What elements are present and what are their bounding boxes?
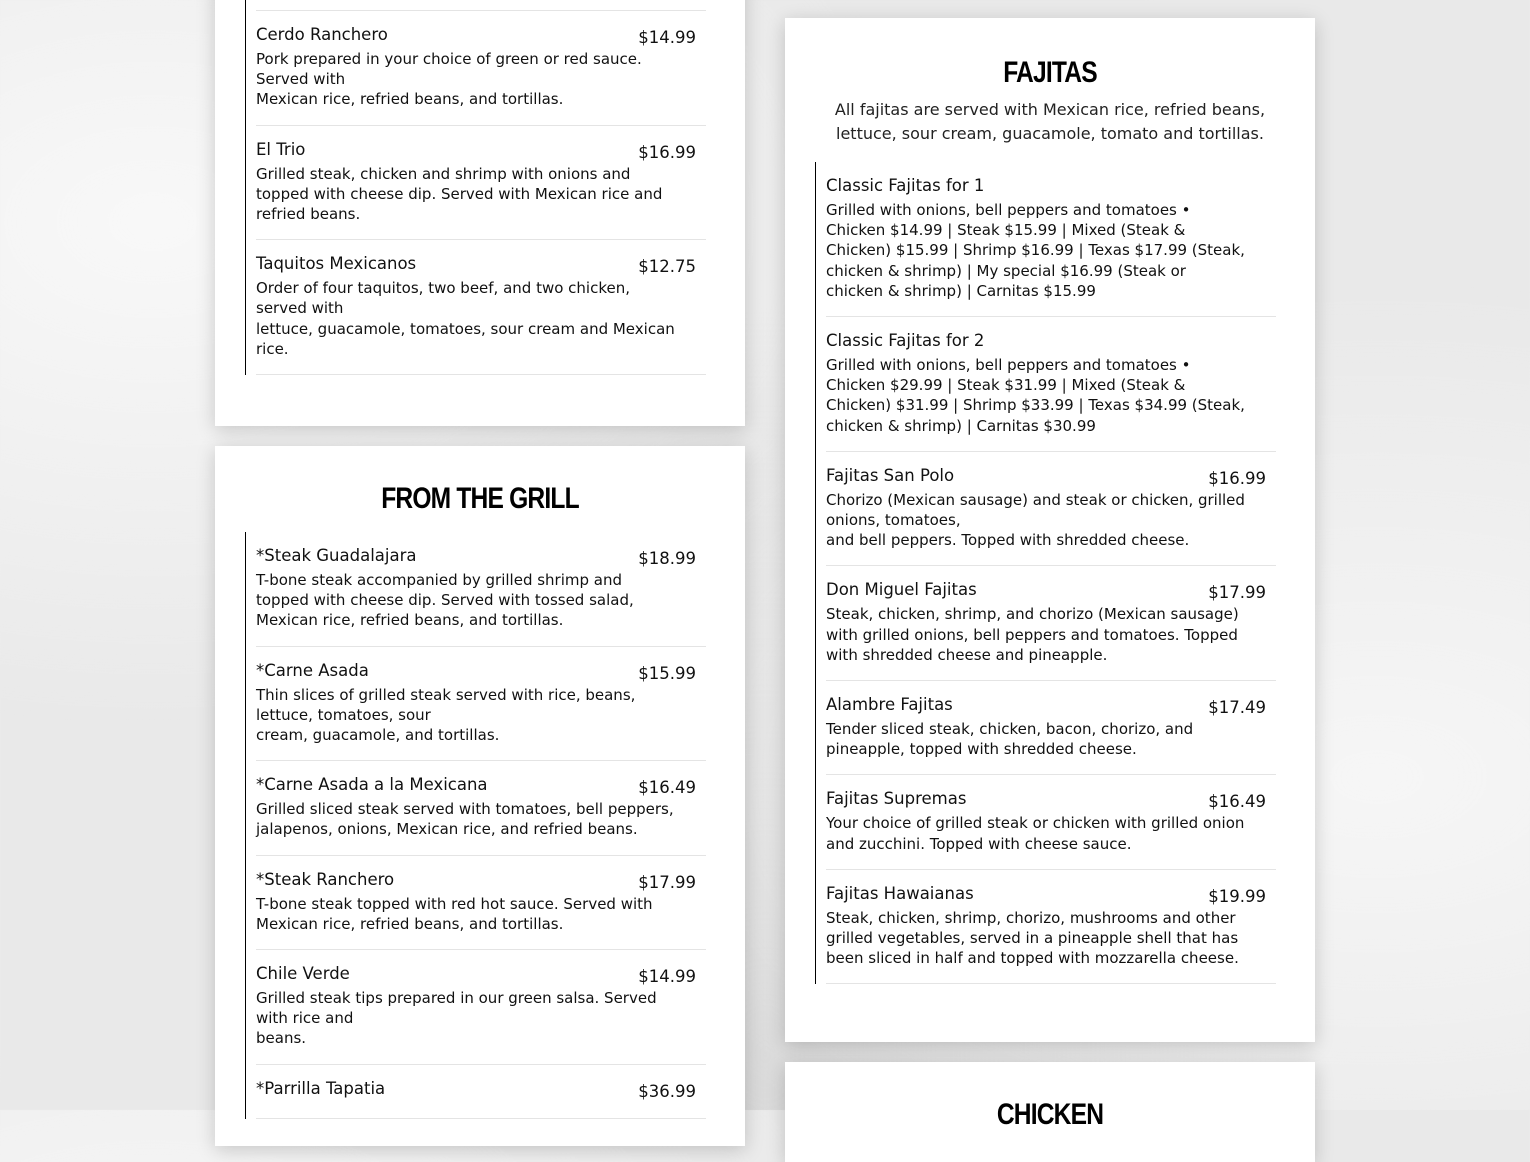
menu-card-grill [215, 446, 745, 1146]
menu-item [256, 856, 706, 950]
item-price: $15.99 [638, 663, 696, 683]
item-description: Chorizo (Mexican sausage) and steak or chicken, grilled onions, tomatoes, and bell peppers. Topped with shredded cheese. [826, 490, 1245, 550]
item-description: Grilled with onions, bell peppers and tomatoes • Chicken $29.99 | Steak $31.99 | Mixed (Steak & Chicken) $31.99 | Shrimp $33.99 | Texas $34.99 (Steak, chicken & shrimp) | Carnitas $30.99 [826, 356, 1245, 435]
section-title: CHICKEN [996, 1098, 1104, 1131]
menu-item [826, 317, 1276, 452]
item-price: $16.99 [638, 142, 696, 162]
menu-item-list [815, 162, 1276, 984]
item-name: Classic Fajitas for 1 [826, 176, 985, 195]
menu-item [826, 566, 1276, 681]
item-name: *Carne Asada [256, 660, 369, 680]
item-name: *Steak Guadalajara [256, 546, 417, 565]
section-title: FAJITAS [1003, 56, 1097, 89]
item-name: Don Miguel Fajitas [826, 580, 977, 600]
item-price: $14.99 [638, 28, 696, 47]
menu-item [256, 1065, 706, 1119]
item-description: T-bone steak accompanied by grilled shrimp and topped with cheese dip. Served with tossed salad, Mexican rice, refried beans, and tortillas. [256, 571, 634, 630]
item-price: $18.99 [638, 549, 696, 568]
item-name: El Trio [256, 139, 306, 159]
item-price: $16.49 [1208, 792, 1266, 812]
menu-item [256, 126, 706, 241]
item-name: Alambre Fajitas [826, 695, 953, 715]
item-price: $14.99 [638, 967, 696, 987]
menu-item [826, 681, 1276, 775]
item-description: Grilled sliced steak served with tomatoes, bell peppers, jalapenos, onions, Mexican rice, and refried beans. [256, 800, 674, 839]
item-name: Cerdo Ranchero [256, 25, 388, 44]
menu-item [256, 240, 706, 375]
item-name: Fajitas Supremas [826, 789, 967, 809]
item-price: $17.99 [638, 872, 696, 892]
item-description: Order of four taquitos, two beef, and two chicken, served with lettuce, guacamole, tomatoes, sour cream and Mexican rice. [256, 279, 675, 358]
menu-item [826, 162, 1276, 317]
item-name: Classic Fajitas for 2 [826, 331, 985, 351]
item-name: *Parrilla Tapatia [256, 1078, 386, 1098]
menu-item [256, 761, 706, 855]
item-name: Taquitos Mexicanos [256, 254, 417, 274]
menu-item-list [245, 0, 706, 375]
item-price: $19.99 [1208, 886, 1266, 906]
item-name: *Steak Ranchero [256, 869, 395, 889]
item-price: $36.99 [638, 1081, 696, 1101]
item-description: Grilled steak tips prepared in our green salsa. Served with rice and beans. [256, 989, 657, 1048]
section-title: FROM THE GRILL [381, 482, 579, 515]
menu-item [256, 532, 706, 647]
item-name: Chile Verde [256, 964, 350, 984]
item-price: $17.99 [1208, 583, 1266, 603]
item-description: T-bone steak topped with red hot sauce. Served with Mexican rice, refried beans, and tortillas. [256, 894, 653, 933]
menu-card-fajitas [785, 18, 1315, 1042]
menu-item [256, 950, 706, 1065]
menu-item [826, 870, 1276, 985]
item-name: Fajitas Hawaianas [826, 883, 974, 903]
menu-item [826, 775, 1276, 869]
menu-item [256, 11, 706, 126]
item-price: $17.49 [1208, 698, 1266, 718]
item-price: $16.49 [638, 778, 696, 798]
list-divider [256, 0, 706, 11]
item-description: Steak, chicken, shrimp, and chorizo (Mexican sausage) with grilled onions, bell peppers and tomatoes. Topped with shredded cheese and pineapple. [826, 605, 1239, 664]
section-description: All fajitas are served with Mexican rice, refried beans, lettuce, sour cream, guacamole, tomato and tortillas. [834, 100, 1266, 143]
item-description: Steak, chicken, shrimp, chorizo, mushrooms and other grilled vegetables, served in a pineapple shell that has been sliced in half and topped with mozzarella cheese. [826, 908, 1239, 968]
menu-item [256, 647, 706, 762]
item-description: Your choice of grilled steak or chicken with grilled onion and zucchini. Topped with cheese sauce. [826, 814, 1245, 853]
item-description: Grilled with onions, bell peppers and tomatoes • Chicken $14.99 | Steak $15.99 | Mixed (Steak & Chicken) $15.99 | Shrimp $16.99 | Texas $17.99 (Steak, chicken & shrimp) | My special $16.99 (Steak or chicken & shrimp) | Carnitas $15.99 [826, 201, 1245, 300]
item-description: Grilled steak, chicken and shrimp with onions and topped with cheese dip. Served with Mexican rice and refried beans. [256, 164, 663, 224]
item-price: $16.99 [1208, 468, 1266, 488]
item-description: Pork prepared in your choice of green or red sauce. Served with Mexican rice, refried beans, and tortillas. [256, 50, 642, 109]
item-description: Tender sliced steak, chicken, bacon, chorizo, and pineapple, topped with shredded cheese. [826, 720, 1194, 759]
menu-item [826, 452, 1276, 567]
item-name: *Carne Asada a la Mexicana [256, 775, 488, 795]
item-price: $12.75 [638, 257, 696, 277]
menu-card-previous-section [215, 0, 745, 426]
item-name: Fajitas San Polo [826, 465, 955, 485]
item-description: Thin slices of grilled steak served with rice, beans, lettuce, tomatoes, sour cream, guacamole, and tortillas. [256, 685, 636, 745]
menu-card-chicken [785, 1062, 1315, 1162]
menu-item-list [245, 532, 706, 1119]
